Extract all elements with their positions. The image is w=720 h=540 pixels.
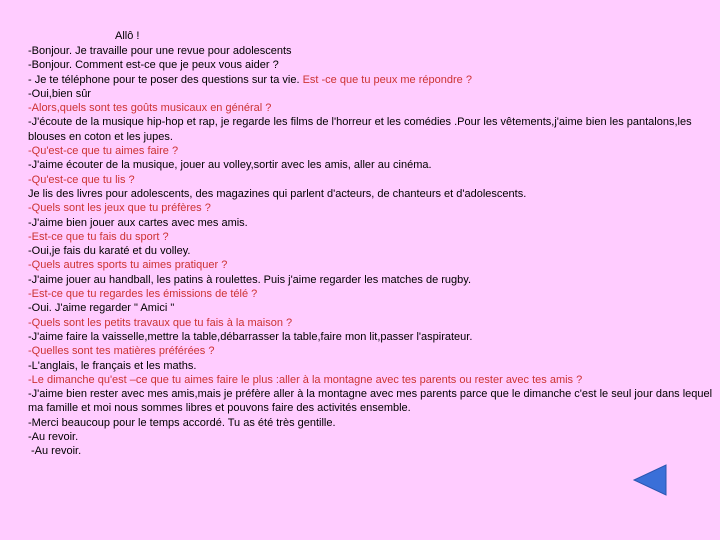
question-line: -Quelles sont tes matières préférées ? — [28, 345, 215, 358]
question-line: -Est-ce que tu fais du sport ? — [28, 230, 169, 243]
answer-line: -J'aime bien rester avec mes amis,mais je préfère aller à la montagne avec mes parents parce que le dimanche c'est le seul jour dans lequel ma famille et moi nous sommes libres et pouvons faire des activités ensemble. — [28, 388, 713, 415]
answer-line: -Merci beaucoup pour le temps accordé. Tu as été très gentille. — [28, 416, 336, 429]
dialogue-text — [28, 44, 718, 459]
question-line: -Quels sont les petits travaux que tu fais à la maison ? — [28, 316, 293, 329]
answer-line: -Oui,je fais du karaté et du volley. — [28, 245, 191, 258]
page-title: Allô ! — [115, 30, 140, 42]
answer-line: -Oui. J'aime regarder " Amici " — [28, 302, 175, 315]
back-button[interactable] — [632, 464, 668, 496]
question-line: -Qu'est-ce que tu lis ? — [28, 173, 135, 186]
answer-line: -J'aime écouter de la musique, jouer au volley,sortir avec les amis, aller au cinéma. — [28, 159, 432, 172]
answer-line: -J'aime faire la vaisselle,mettre la table,débarrasser la table,faire mon lit,passer l'aspirateur. — [28, 330, 473, 343]
question-segment: Est -ce que tu peux me répondre ? — [302, 73, 472, 86]
answer-line: -J'aime bien jouer aux cartes avec mes amis. — [28, 216, 248, 229]
question-line: -Quels sont les jeux que tu préfères ? — [28, 202, 211, 215]
dialogue-line: -Bonjour. Je travaille pour une revue pour adolescents — [28, 45, 292, 57]
answer-segment: - Je te téléphone pour te poser des questions sur ta vie. — [28, 73, 303, 86]
answer-line: -Au revoir. — [31, 445, 82, 458]
dialogue-line — [28, 73, 718, 87]
question-line: -Qu'est-ce que tu aimes faire ? — [28, 145, 179, 158]
answer-line: Je lis des livres pour adolescents, des magazines qui parlent d'acteurs, de chanteurs et d'adolescents. — [28, 187, 527, 200]
back-arrow-icon — [632, 464, 668, 496]
dialogue-line: -Bonjour. Comment est-ce que je peux vous aider ? — [28, 59, 279, 72]
question-line: -Alors,quels sont tes goûts musicaux en général ? — [28, 102, 272, 115]
answer-line: -J'écoute de la musique hip-hop et rap, je regarde les films de l'horreur et les comédies .Pour les vêtements,j'aime bien les pantalons,les blouses en coton et les jupes. — [28, 116, 692, 143]
dialogue-line: -Oui,bien sûr — [28, 87, 91, 100]
answer-line: -J'aime jouer au handball, les patins à roulettes. Puis j'aime regarder les matches de rugby. — [28, 273, 472, 286]
answer-line: -L'anglais, le français et les maths. — [28, 359, 197, 372]
question-line: -Le dimanche qu'est –ce que tu aimes faire le plus :aller à la montagne avec tes parents ou rester avec tes amis ? — [28, 373, 583, 386]
question-line: -Quels autres sports tu aimes pratiquer ? — [28, 259, 228, 272]
question-line: -Est-ce que tu regardes les émissions de télé ? — [28, 288, 258, 301]
answer-line: -Au revoir. — [28, 431, 79, 444]
